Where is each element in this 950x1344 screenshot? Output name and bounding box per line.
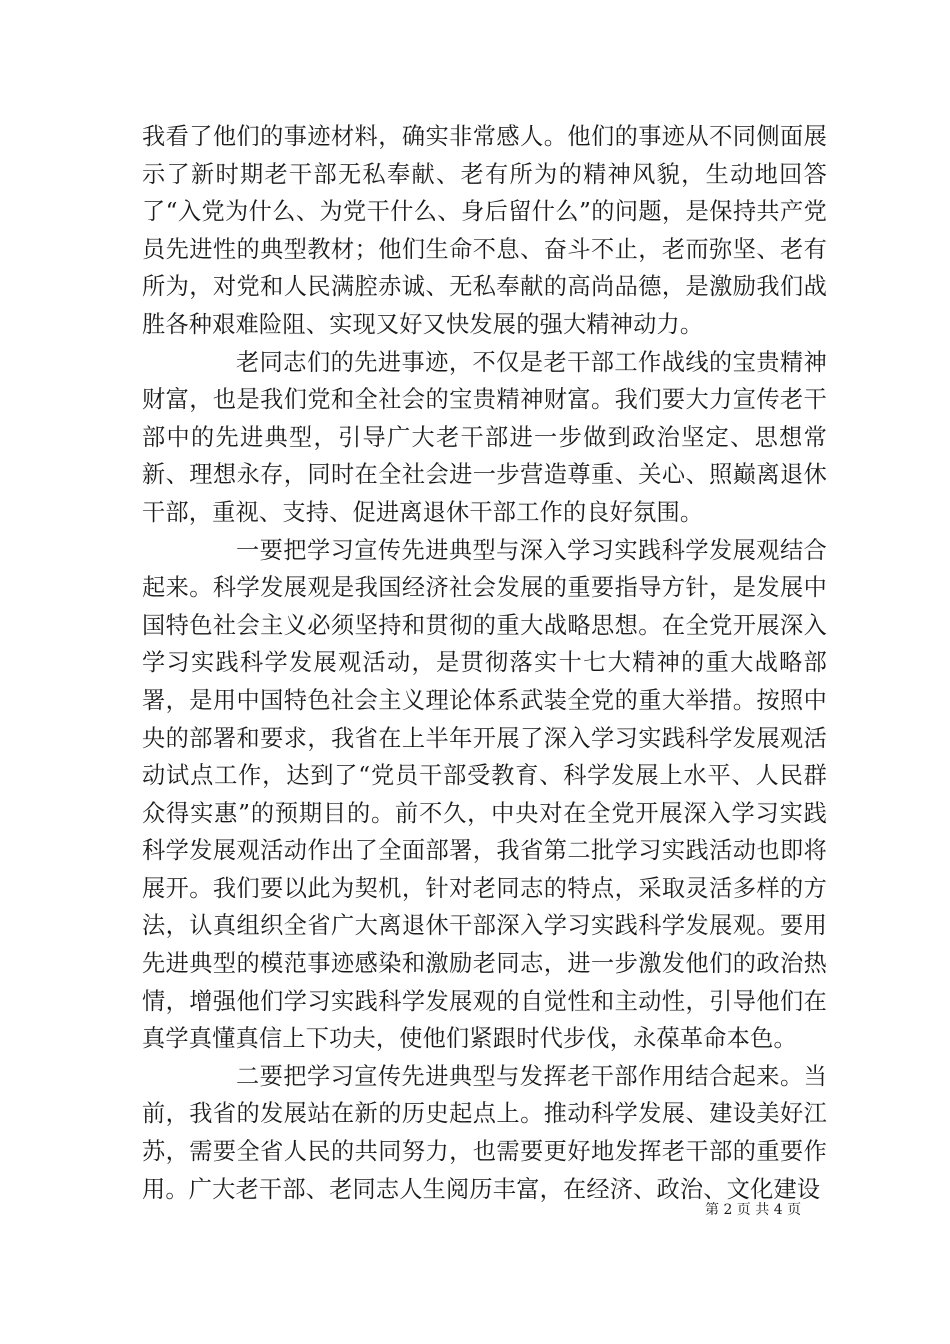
paragraph-1: 我看了他们的事迹材料，确实非常感人。他们的事迹从不同侧面展示了新时期老干部无私奉献、老有所为的精神风貌，生动地回答了“入党为什么、为党干什么、身后留什么”的问题，是保持共产党员先进性的典型教材；他们生命不息、奋斗不止，老而弥坚、老有所为，对党和人民满腔赤诚、无私奉献的高尚品德，是激励我们战胜各种艰难险阻、实现又好又快发展的强大精神动力。: [142, 123, 827, 338]
page-number-footer: 第 2 页 共 4 页: [705, 1202, 802, 1218]
paragraph-3: 一要把学习宣传先进典型与深入学习实践科学发展观结合起来。科学发展观是我国经济社会发展的重要指导方针，是发展中国特色社会主义必须坚持和贯彻的重大战略思想。在全党开展深入学习实践科学发展观活动，是贯彻落实十七大精神的重大战略部署，是用中国特色社会主义理论体系武装全党的重大举措。按照中央的部署和要求，我省在上半年开展了深入学习实践科学发展观活动试点工作，达到了“党员干部受教育、科学发展上水平、人民群众得实惠”的预期目的。前不久，中央对在全党开展深入学习实践科学发展观活动作出了全面部署，我省第二批学习实践活动也即将展开。我们要以此为契机，针对老同志的特点，采取灵活多样的方法，认真组织全省广大离退休干部深入学习实践科学发展观。要用先进典型的模范事迹感染和激励老同志，进一步激发他们的政治热情，增强他们学习实践科学发展观的自觉性和主动性，引导他们在真学真懂真信上下功夫，使他们紧跟时代步伐，永葆革命本色。: [142, 536, 827, 1053]
paragraph-2: 老同志们的先进事迹，不仅是老干部工作战线的宝贵精神财富，也是我们党和全社会的宝贵精神财富。我们要大力宣传老干部中的先进典型，引导广大老干部进一步做到政治坚定、思想常新、理想永存，同时在全社会进一步营造尊重、关心、照巅离退休干部，重视、支持、促进离退休干部工作的良好氛围。: [142, 348, 827, 526]
body-text: [142, 118, 827, 1208]
paragraph-4: 二要把学习宣传先进典型与发挥老干部作用结合起来。当前，我省的发展站在新的历史起点上。推动科学发展、建设美好江苏，需要全省人民的共同努力，也需要更好地发挥老干部的重要作用。广大老干部、老同志人生阅历丰富，在经济、政治、文化建设: [142, 1062, 827, 1203]
